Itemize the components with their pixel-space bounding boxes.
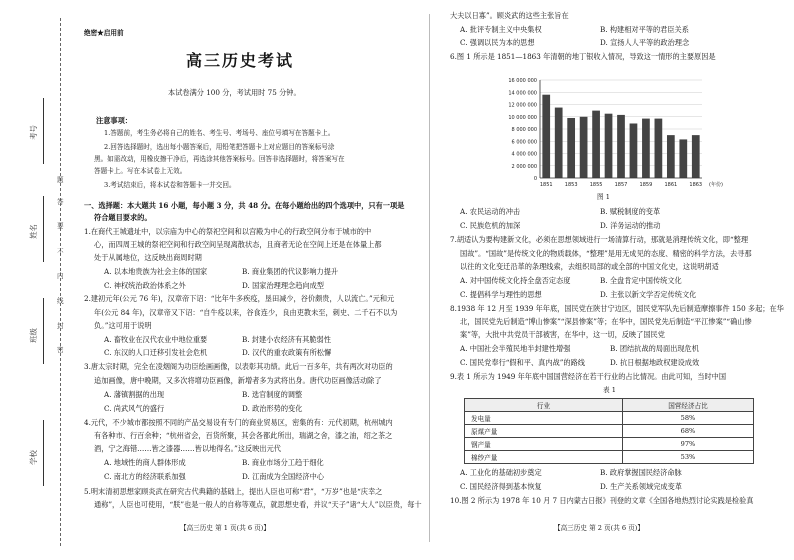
seal-char: 密 [57,346,64,354]
question-line: 有各种市、行百余种；“杭州省会，百货所聚，其会各都此所出，瑞湖之舍，漆之油，绍之茶之 [94,431,393,440]
notice-line: 1.答题前，考生务必将自己的姓名、考生号、考场号、座位号填写在答题卡上。 [104,129,335,137]
table-caption: 表 1 [603,386,616,394]
x-tick-label: (年份) [709,182,723,188]
bar-1853 [567,118,575,178]
bar-1858 [630,123,638,178]
question-line: 9.表 1 所示为 1949 年年底中国国营经济在若干行业的占比情况。由此可知，当时中国 [450,372,727,381]
y-tick-label: 16 000 000 [508,78,537,84]
x-tick-label: 1855 [589,182,603,188]
fill-line-examno [43,98,44,164]
option-d: D. 政治形势的变化 [242,404,303,413]
bar-1855 [592,111,600,178]
y-tick-label: 4 000 000 [511,151,537,158]
seal-char: 题 [57,176,64,184]
question-line: 2.建初元年(公元 76 年)，汉章帝下诏：“比年牛多疾疫，垦田减少，谷价颇贵，人以流亡。”元和元 [84,294,395,303]
option-b: B. 封建小农经济有其脆弱性 [242,335,331,344]
question-line: 4.元代，不少城市都按照不同的产品交易设有专门的商业贸易区，密集的有：元代初期，杭州城内 [84,418,393,427]
seal-char: 要 [57,222,64,230]
seal-char: 不 [57,248,64,256]
margin-label-name: 姓名 [28,224,38,239]
option-d: D. 抗日根据地政权建设成效 [610,358,700,367]
option-c: C. 神权统治政治体系之外 [104,281,186,290]
table-cell: 发电量 [465,412,623,425]
margin-label-school: 学校 [28,450,38,465]
option-c: C. 国民党奉行“假和平、真内战”的路线 [460,358,585,367]
y-tick-label: 2 000 000 [511,163,537,170]
y-tick-label: 6 000 000 [511,139,537,146]
page-subtitle: 本试卷满分 100 分，考试用时 75 分钟。 [168,88,301,97]
notice-line: 2.回答选择题时，选出每小题答案后，用铅笔把答题卡上对应题目的答案标号涂 [104,143,335,151]
question-line: 以往的文化变迁沿革的条理线索，去组织局部的或全部的中国文化史，这说明胡适 [460,262,719,271]
table-cell: 棉纱产量 [465,451,623,464]
bar-chart-fig1 [494,72,734,190]
x-tick-label: 1851 [539,182,553,188]
x-tick-label: 1857 [614,182,628,188]
option-b: B. 商业集团的代议影响力提升 [242,267,339,276]
table-row [465,451,754,464]
notice-heading: 注意事项： [96,116,132,125]
question-line: 通称”，人臣也可使用，“朕”也是一般人的自称等观点，就思想史看，并议“天子”诸“大人”以臣贵，每十 [94,500,422,509]
question-line: 酒，宁之海错……皆之漆器……皆以地得名。”这反映出元代 [94,444,281,453]
option-d: D. 汉代的重农政策有所松懈 [242,348,332,357]
option-a: A. 批评专制主义中央集权 [460,25,542,34]
table-cell: 97% [623,438,754,451]
table-header: 国营经济占比 [623,399,754,412]
table-cell: 53% [623,451,754,464]
option-b: B. 选官制度的调整 [242,390,303,399]
option-a: A. 藩镇割据的出现 [104,390,165,399]
seal-line [60,18,61,546]
notice-line: 3.考试结束后，将本试卷和答题卡一并交回。 [104,181,236,189]
option-b: B. 全盘肯定中国传统文化 [600,276,682,285]
option-c: C. 国民经济得到基本恢复 [460,482,542,491]
table-cell: 68% [623,425,754,438]
option-d: D. 国家治理理念趋向成型 [242,281,324,290]
y-tick-label: 8 000 000 [511,127,537,133]
option-b: B. 政府掌握国民经济命脉 [600,468,682,477]
question-line: 6.图 1 所示是 1851—1863 年清朝的地丁银收入情况，导致这一情形的主要原因是 [450,52,716,61]
question-line: 1.在商代王城遗址中，以宗庙为中心的祭祀空间和以宫殿为中心的行政空间分布于城市的中 [84,227,372,236]
option-d: D. 主张以新文学否定传统文化 [600,290,697,299]
question-line: 追加画像，唐中晚期，又多次将增功臣画像，新增者多为武将出身。唐代功臣画像活动除了 [94,376,382,385]
bar-1856 [605,114,613,178]
y-tick-label: 14 000 000 [508,90,537,97]
table-row [465,412,754,425]
secrecy-label: 绝密★启用前 [84,29,124,37]
table-row [465,438,754,451]
question-line: 8.1938 年 12 月至 1939 年年底，国民党在陕甘宁边区，国民党军队先后制造摩擦事件 150 多起；在华 [450,304,784,313]
question-line: 5.明末清初思想家顾炎武在研究古代典籍的基础上，提出人臣也可称“君”，“万岁”也是“庆幸之 [84,487,383,496]
seal-char: 内 [57,272,64,280]
option-a: A. 畜牧业在汉代农业中地位重要 [104,335,208,344]
option-b: B. 构建相对平等的君臣关系 [600,25,689,34]
table-row [465,425,754,438]
table-cell: 原煤产量 [465,425,623,438]
table-cell: 58% [623,412,754,425]
option-a: A. 中国社会半殖民地半封建性增强 [460,344,571,353]
option-b: B. 赋税制度的变革 [600,207,661,216]
option-a: A. 地域性的商人群体形成 [104,458,186,467]
option-c: C. 东汉的人口迁移引发社会危机 [104,348,208,357]
y-tick-label: 10 000 000 [508,114,537,121]
seal-char: 封 [57,322,64,330]
notice-line: 黑。如需改动，用橡皮擦干净后，再选涂其他答案标号。回答非选择题时，将答案写在 [94,155,345,163]
margin-label-examno: 考号 [28,125,38,140]
footer-left: 【高三历史 第 1 页(共 6 页)】 [180,524,270,532]
x-tick-label: 1863 [689,182,703,188]
x-tick-label: 1861 [664,182,678,188]
fill-line-name [43,196,44,262]
bar-1861 [667,135,675,178]
seal-char: 线 [57,297,64,305]
bar-1854 [580,117,588,178]
option-a: A. 以本地贵族为社会主体的国家 [104,267,208,276]
section-heading: 一、选择题：本大题共 16 小题，每小题 3 分，共 48 分。在每小题给出的四个选项中，只有一项是 [84,201,405,210]
notice-line: 答题卡上。写在本试卷上无效。 [94,167,187,175]
option-d: D. 洋务运动的推动 [600,221,661,230]
table-header: 行业 [465,399,623,412]
question-line: 年(公元 84 年)，汉章帝又下诏：“自牛疫以来，谷食连少，良由吏教未至，刺史、二千石不以为 [94,308,398,317]
option-c: C. 南北方的经济联系加强 [104,472,186,481]
seal-char: 答 [57,198,64,206]
option-d: D. 江南成为全国经济中心 [242,472,324,481]
data-table [464,398,754,464]
option-a: A. 农民运动的冲击 [460,207,521,216]
x-tick-label: 1859 [639,182,653,188]
footer-right: 【高三历史 第 2 页(共 6 页)】 [554,524,644,532]
bar-1862 [679,139,687,178]
fill-line-class [43,298,44,364]
figure-caption: 图 1 [597,193,610,201]
question-line: 心，而四周王城的祭祀空间和行政空间呈现离散状态，且商者无论在空间上还是在体量上都 [94,240,382,249]
bar-1857 [617,115,625,178]
option-d: D. 宣扬人人平等的政治理念 [600,38,690,47]
question-line: 3.唐太宗时期，完全在凌烟阁为功臣绘画画像，以表彰其功绩。此后一百多年，共有两次对功臣的 [84,362,393,371]
option-c: C. 尚武风气的盛行 [104,404,165,413]
margin-label-class: 班级 [28,328,38,343]
question-line: 案”等，大批中共党员干部被害，在华中，这一切，反映了国民党 [460,330,665,339]
question-line: 负。”这可用于说明 [94,321,152,330]
table-cell: 钢产量 [465,438,623,451]
question-line: 10.图 2 所示为 1978 年 10 月 7 日内蒙古日报》刊登的文章《全国各地热烈讨论实践是检验真 [450,496,754,505]
question-line: 北，国民党先后制造“博山惨案”“深县惨案”等；在华中，国民党先后制造“平江惨案”“确山惨 [460,317,752,326]
option-a: A. 工业化的基础初步奠定 [460,468,542,477]
y-tick-label: 12 000 000 [508,102,537,109]
question-line: 7.胡适认为要构建新文化，必须在思想领域进行一场清算行动，那就是消理传统文化，即“整理 [450,235,749,244]
bar-1863 [692,135,700,178]
option-b: B. 团结抗战的局面出现危机 [610,344,699,353]
y-tick-label: 0 [533,176,537,182]
bar-1851 [542,95,550,178]
option-c: C. 提倡科学与理性的思想 [460,290,542,299]
option-a: A. 对中国传统文化持全盘否定态度 [460,276,571,285]
bar-1852 [555,108,563,178]
page-divider [429,14,430,542]
section-heading-cont: 符合题目要求的。 [94,213,152,222]
option-c: C. 强调以民为本的思想 [460,38,535,47]
question-line: 处于从属地位，这反映出商周时期 [94,253,202,262]
page-title: 高三历史考试 [186,51,295,70]
bar-1860 [655,119,663,178]
bar-1859 [642,119,650,178]
option-b: B. 商业市场分工趋于细化 [242,458,324,467]
option-c: C. 民族危机的加深 [460,221,521,230]
fill-line-school [43,420,44,486]
question-line: 国故”。“国故”是传统文化的物质载体，“整理”是用无成见的态度、精密的科学方法，去寻那 [460,249,752,258]
question-line: 大夫以日寡”。顾炎武的这些主张旨在 [450,11,569,20]
option-d: D. 生产关系领域完成变革 [600,482,682,491]
x-tick-label: 1853 [564,182,578,188]
